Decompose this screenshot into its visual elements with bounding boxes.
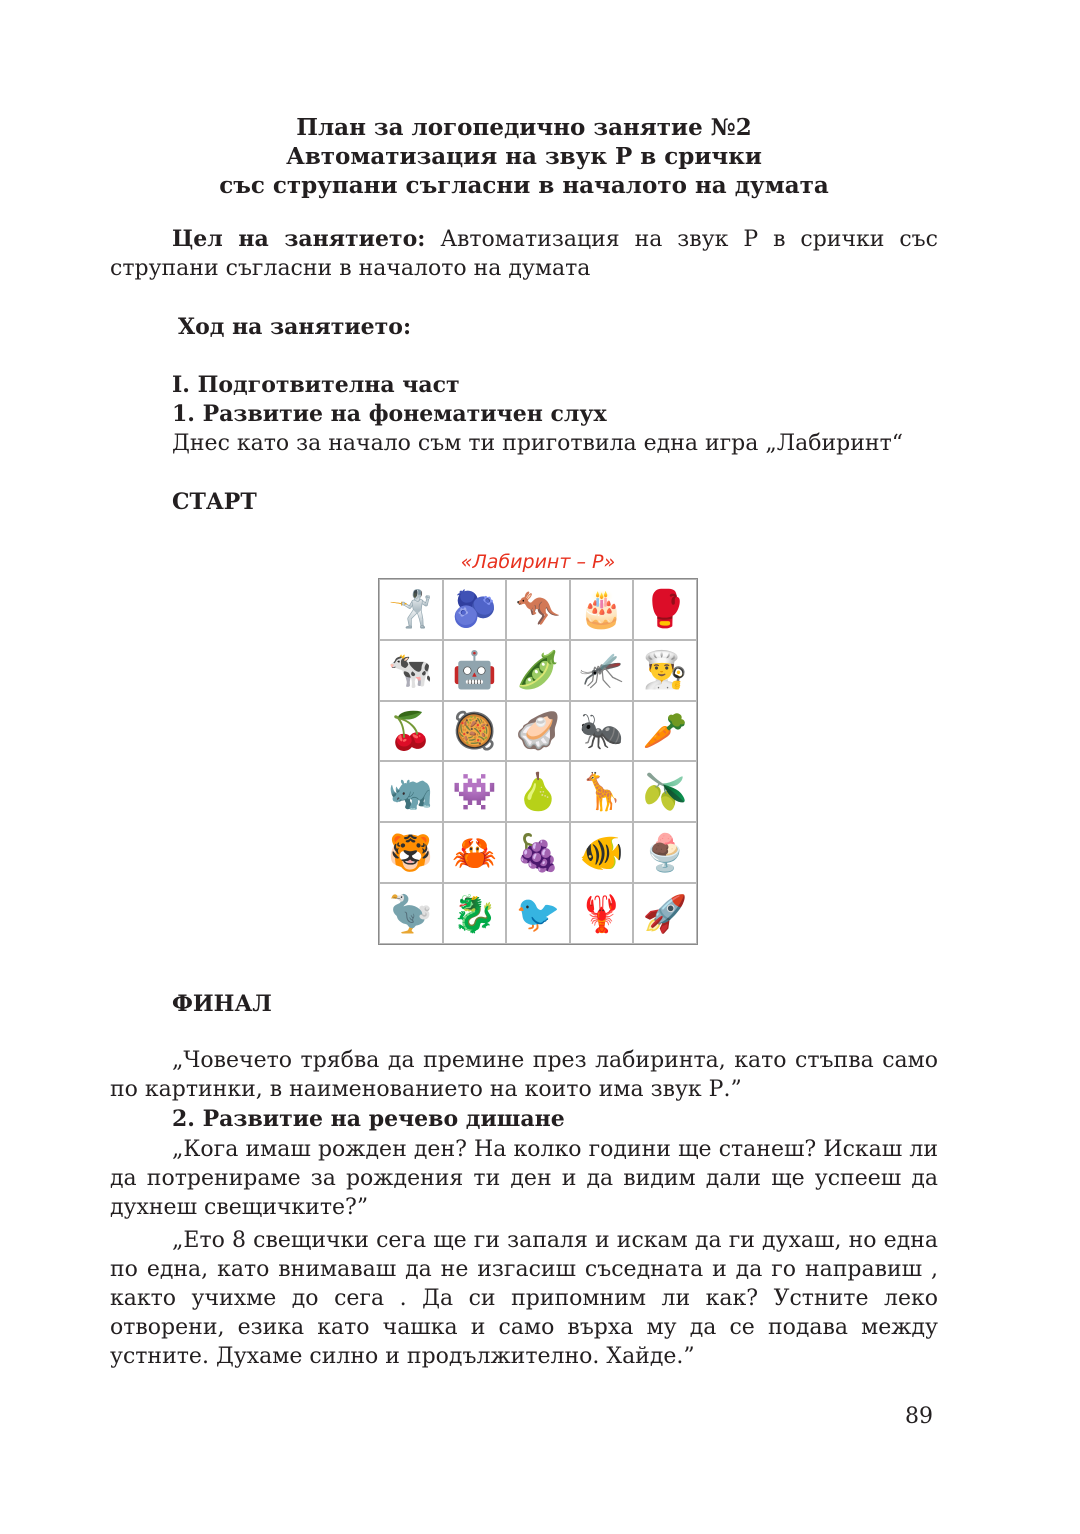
- maze-cell: [443, 761, 507, 822]
- kangaroo-icon: 🦘: [515, 589, 561, 631]
- maze-cell: [506, 701, 570, 762]
- peas-icon: 🫛: [515, 650, 561, 692]
- maze-cell: [633, 822, 697, 883]
- maze-cell: [633, 640, 697, 701]
- pear-icon: 🍐: [515, 771, 561, 813]
- progress-heading: Ход на занятието:: [178, 314, 412, 340]
- monster-icon: 👾: [451, 771, 497, 813]
- maze-cell: [570, 579, 634, 640]
- maze-cell: [506, 761, 570, 822]
- tiger-icon: 🐯: [388, 832, 434, 874]
- maze-cell: [633, 701, 697, 762]
- giraffe-icon: 🦒: [579, 771, 624, 813]
- maze-cell: [379, 640, 443, 701]
- ant-icon: 🐜: [579, 711, 624, 753]
- maze-cell: [379, 701, 443, 762]
- ice-cream-icon: 🍨: [642, 832, 688, 874]
- lobster-icon: 🦞: [579, 893, 624, 935]
- crow-icon: 🐦: [515, 893, 561, 935]
- maze-cell: [633, 761, 697, 822]
- goal-text: Автоматизация на звук Р в срички със струпани съгласни в началото на думата: [110, 227, 939, 281]
- maze-cell: [570, 761, 634, 822]
- maze-cell: [379, 822, 443, 883]
- maze-cell: [506, 883, 570, 944]
- maze-cell: [570, 640, 634, 701]
- instruction-paragraph: „Човечето трябва да премине през лабиринта, като стъпва само по картинки, в наименованието на които има звук Р.”: [110, 1048, 938, 1102]
- maze-cell: [443, 640, 507, 701]
- final-label: ФИНАЛ: [172, 991, 272, 1017]
- pirate-icon: 🤺: [388, 589, 434, 631]
- maze-cell: [570, 822, 634, 883]
- maze-cell: [506, 579, 570, 640]
- blackcurrant-icon: 🫐: [451, 589, 497, 631]
- start-label: СТАРТ: [172, 489, 257, 515]
- section1-heading: I. Подготвителна част: [172, 372, 460, 398]
- maze-cell: [570, 701, 634, 762]
- maze-cell: [443, 822, 507, 883]
- maze-title: «Лабиринт – Р»: [460, 551, 616, 573]
- rocket-icon: 🚀: [642, 893, 688, 935]
- maze-cell: [633, 579, 697, 640]
- maze-cell: [443, 701, 507, 762]
- boxer-icon: 🥊: [642, 589, 688, 631]
- maze-cell: [570, 883, 634, 944]
- rhino-icon: 🦏: [388, 771, 434, 813]
- olives-icon: 🫒: [642, 771, 688, 813]
- maze-cell: [506, 640, 570, 701]
- title-line-1: План за логопедично занятие №2: [296, 114, 752, 141]
- page-title: [110, 113, 938, 200]
- shell-pearl-icon: 🦪: [515, 711, 561, 753]
- fish-icon: 🐠: [579, 832, 624, 874]
- dish-icon: 🥘: [451, 711, 497, 753]
- maze-cell: [379, 761, 443, 822]
- ostrich-icon: 🦤: [388, 893, 434, 935]
- page-number: 89: [905, 1404, 933, 1429]
- section1-subheading: 1. Развитие на фонематичен слух: [172, 401, 607, 427]
- section2-subheading: 2. Развитие на речево дишане: [172, 1106, 565, 1132]
- cranberry-icon: 🍒: [388, 711, 434, 753]
- title-line-2: Автоматизация на звук Р в срички: [286, 143, 762, 170]
- cake-icon: 🎂: [579, 589, 624, 631]
- chef-icon: 👨‍🍳: [642, 650, 688, 692]
- goal-label: Цел на занятието:: [172, 226, 426, 252]
- robot-icon: 🤖: [451, 650, 497, 692]
- maze-cell: [379, 579, 443, 640]
- title-line-3: със струпани съгласни в началото на думата: [219, 172, 829, 199]
- maze-cell: [506, 822, 570, 883]
- grapes-icon: 🍇: [515, 832, 561, 874]
- crab-icon: 🦀: [451, 832, 497, 874]
- section2-paragraph-2: „Ето 8 свещички сега ще ги запаля и искам да ги духаш, но една по една, като внимаваш да не изгасиш съседната и да го направиш , както учихме до сега . Да си припомним ли как? Устните леко отворени, езика като чашка и само върха му да се подава между устните. Духаме силно и продължително. Хайде.”: [110, 1228, 938, 1369]
- section2-paragraph-1: „Кога имаш рожден ден? На колко години ще станеш? Искаш ли да потренираме за рождения ти ден и да видим дали ще успееш да духнеш свещичките?”: [110, 1137, 938, 1220]
- cow-icon: 🐄: [388, 650, 434, 692]
- maze-grid: [378, 578, 698, 945]
- maze-cell: [443, 579, 507, 640]
- maze-cell: [633, 883, 697, 944]
- maze-cell: [443, 883, 507, 944]
- maze-cell: [379, 883, 443, 944]
- carrot-icon: 🥕: [642, 711, 688, 753]
- mosquito-icon: 🦟: [579, 650, 624, 692]
- section1-text: Днес като за начало съм ти приготвила една игра „Лабиринт“: [172, 431, 903, 456]
- goal-paragraph: [110, 225, 938, 283]
- dragon-icon: 🐉: [451, 893, 497, 935]
